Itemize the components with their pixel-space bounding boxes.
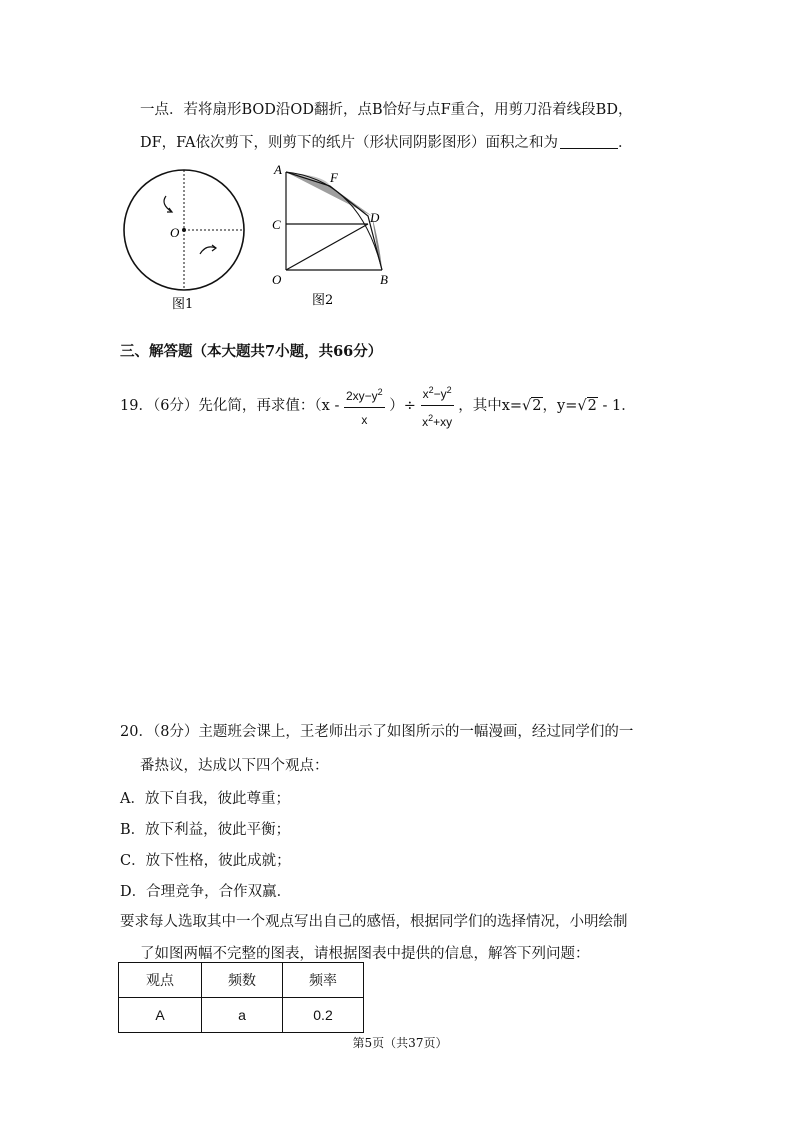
frac1-numerator: 2xy−y bbox=[345, 389, 378, 403]
q20-line1: 20．（8分）主题班会课上，王老师出示了如图所示的一幅漫画，经过同学们的一 bbox=[120, 724, 634, 740]
frac1-exp: 2 bbox=[377, 387, 383, 397]
fraction-1 bbox=[344, 382, 385, 430]
q20-line2: 番热议，达成以下四个观点： bbox=[140, 758, 329, 774]
fraction-2 bbox=[421, 380, 454, 432]
q20-line4: 了如图两幅不完整的图表，请根据图表中提供的信息，解答下列问题： bbox=[140, 946, 590, 962]
table-header-row bbox=[119, 963, 364, 998]
frac2-num-a: x bbox=[422, 387, 429, 401]
frac2-den-exp: 2 bbox=[428, 413, 434, 423]
q19-prefix: 19．（6分）先化简，再求值：（x - bbox=[120, 398, 340, 414]
q19-mid: ）÷ bbox=[389, 398, 416, 414]
sqrt-x: √2 bbox=[522, 398, 542, 414]
frac2-den-a: x bbox=[422, 415, 429, 429]
prev-question-line1: 一点．若将扇形BOD沿OD翻折，点B恰好与点F重合，用剪刀沿着线段BD， bbox=[140, 102, 633, 118]
table-cell: A bbox=[119, 998, 202, 1033]
q20-option-a: A．放下自我，彼此尊重； bbox=[120, 791, 290, 807]
table-cell: a bbox=[202, 998, 283, 1033]
question-19 bbox=[120, 380, 636, 432]
prev-question-line2-end: ． bbox=[617, 135, 633, 151]
section-heading: 三、解答题（本大题共7小题，共66分） bbox=[120, 343, 383, 360]
table-header-cell: 观点 bbox=[119, 963, 202, 998]
center-label: O bbox=[170, 225, 180, 240]
q19-suffix-b: ，y= bbox=[542, 398, 578, 414]
table-row bbox=[119, 998, 364, 1033]
sqrt-y: √2 bbox=[577, 398, 597, 414]
q20-option-d: D．合理竞争，合作双赢． bbox=[120, 884, 292, 900]
label-O: O bbox=[272, 272, 282, 287]
prev-question-line2-text: DF，FA依次剪下，则剪下的纸片（形状同阴影图形）面积之和为 bbox=[140, 135, 558, 151]
frac2-num-b: −y bbox=[433, 387, 447, 401]
q20-option-b: B．放下利益，彼此平衡； bbox=[120, 822, 291, 838]
frac2-num-exp-a: 2 bbox=[428, 385, 434, 395]
figure-2 bbox=[268, 160, 398, 312]
table-cell: 0.2 bbox=[283, 998, 364, 1033]
page-footer: 第5页（共37页） bbox=[352, 1036, 448, 1050]
shaded-region bbox=[286, 172, 382, 270]
fold-arrow-2-head bbox=[212, 245, 216, 251]
label-F: F bbox=[330, 170, 338, 185]
frac2-num-exp-b: 2 bbox=[446, 385, 452, 395]
figure-1 bbox=[120, 166, 250, 316]
table-header-cell: 频率 bbox=[283, 963, 364, 998]
center-point bbox=[182, 228, 186, 232]
answer-blank bbox=[560, 134, 618, 149]
cut-polyline bbox=[286, 172, 382, 270]
label-B: B bbox=[380, 272, 388, 287]
prev-question-line2 bbox=[140, 131, 632, 152]
q19-suffix-a: ，其中x= bbox=[458, 398, 523, 414]
q20-line3: 要求每人选取其中一个观点写出自己的感悟，根据同学们的选择情况，小明绘制 bbox=[120, 914, 628, 930]
frac2-den-b: +xy bbox=[433, 415, 453, 429]
q20-option-c: C．放下性格，彼此成就； bbox=[120, 853, 291, 869]
frac1-denominator: x bbox=[361, 413, 368, 427]
label-D: D bbox=[370, 210, 380, 225]
figure-1-caption: 图1 bbox=[172, 297, 194, 312]
frequency-table bbox=[118, 962, 364, 1033]
label-A: A bbox=[274, 162, 282, 177]
figure-2-caption: 图2 bbox=[312, 293, 334, 308]
segment-OD bbox=[286, 224, 368, 270]
arc-AB bbox=[286, 172, 382, 270]
table-header-cell: 频数 bbox=[202, 963, 283, 998]
q19-suffix-c: - 1． bbox=[602, 398, 636, 414]
sqrt-x-arg: 2 bbox=[532, 398, 542, 414]
label-C: C bbox=[272, 217, 281, 232]
sqrt-y-arg: 2 bbox=[587, 398, 597, 414]
